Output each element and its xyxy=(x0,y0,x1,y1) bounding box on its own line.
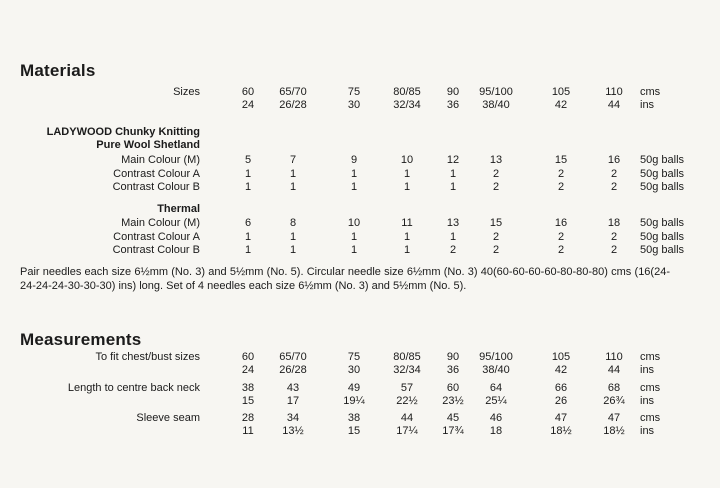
materials-heading: Materials xyxy=(20,61,96,80)
yarn1-value-cell: 7 xyxy=(289,154,297,166)
yarn1-value-cell: 1 xyxy=(449,167,457,180)
yarn1-value-cell: 13 xyxy=(489,154,503,166)
measurement-cms-cell: 110 xyxy=(605,351,623,363)
yarn2-value-cell: 1 xyxy=(449,230,457,243)
yarn1-value-cell: 16 xyxy=(607,154,621,166)
measurement-cms-cell: 60 xyxy=(446,382,460,394)
yarn1-value-cell: 5 xyxy=(244,154,252,166)
measurement-cms-cell: 90 xyxy=(446,351,460,363)
measurement-unit-cms: cms xyxy=(640,412,661,424)
size-ins-cell: 24 xyxy=(241,99,255,111)
size-ins-cell: 36 xyxy=(446,99,460,111)
measurement-ins-cell: 19¼ xyxy=(343,395,365,407)
size-ins-cell: 44 xyxy=(607,99,621,111)
measurement-cms-cell: 65/70 xyxy=(279,351,307,363)
measurement-label: Length to centre back neck xyxy=(67,382,200,394)
size-cms-cell: 90 xyxy=(446,86,460,98)
measurement-ins-cell: 11 xyxy=(242,425,254,437)
measurement-ins-cell: 26¾ xyxy=(603,395,625,407)
yarn1-unit: 50g balls xyxy=(640,154,685,166)
yarn2-value-cell: 2 xyxy=(492,230,500,243)
measurement-ins-cell: 13½ xyxy=(282,425,304,437)
measurement-cms-cell: 95/100 xyxy=(479,351,513,363)
measurement-cms-cell: 44 xyxy=(400,412,414,424)
yarn2-row-label: Contrast Colour A xyxy=(113,230,200,243)
measurement-unit-ins: ins xyxy=(640,395,655,407)
yarn1-value-cell: 12 xyxy=(446,154,460,166)
yarn2-value-cell: 2 xyxy=(557,230,565,243)
measurement-cms-cell: 60 xyxy=(241,351,255,363)
measurement-ins-cell: 23½ xyxy=(442,395,464,407)
yarn2-value-cell: 1 xyxy=(244,230,252,243)
size-ins-cell: 38/40 xyxy=(482,99,510,111)
measurement-ins-cell: 42 xyxy=(554,364,568,376)
measurement-cms-cell: 47 xyxy=(607,412,621,424)
measurement-ins-cell: 17 xyxy=(286,395,300,407)
yarn1-value-cell: 1 xyxy=(403,167,411,180)
yarn1-row-label: Main Colour (M) xyxy=(121,154,200,166)
yarn1-value-cell: 2 xyxy=(557,167,565,180)
measurement-cms-cell: 34 xyxy=(286,412,300,424)
measurement-ins-cell: 15 xyxy=(241,395,255,407)
yarn1-value-cell: 10 xyxy=(400,154,414,166)
measurement-ins-cell: 32/34 xyxy=(393,364,421,376)
size-cms-cell: 80/85 xyxy=(393,86,421,98)
measurement-ins-cell: 24 xyxy=(241,364,255,376)
yarn1-value-cell: 1 xyxy=(244,181,252,193)
measurement-ins-cell: 18½ xyxy=(603,425,625,437)
measurement-unit-ins: ins xyxy=(640,364,655,376)
measurement-ins-cell: 36 xyxy=(446,364,460,376)
yarn2-row-label: Main Colour (M) xyxy=(121,217,200,229)
measurement-cms-cell: 49 xyxy=(347,382,361,394)
yarn2-value-cell: 1 xyxy=(244,244,252,256)
yarn1-value-cell: 9 xyxy=(350,154,358,166)
measurement-unit-ins: ins xyxy=(640,425,655,437)
yarn2-unit: 50g balls xyxy=(640,244,685,256)
yarn1-value-cell: 2 xyxy=(610,181,618,193)
measurement-cms-cell: 38 xyxy=(347,412,361,424)
yarn2-value-cell: 15 xyxy=(489,217,503,229)
measurement-unit-cms: cms xyxy=(640,382,661,394)
yarn1-value-cell: 2 xyxy=(610,167,618,180)
yarn2-value-cell: 1 xyxy=(289,244,297,256)
yarn2-value-cell: 18 xyxy=(607,217,621,229)
yarn1-value-cell: 1 xyxy=(350,181,358,193)
yarn1-value-cell: 1 xyxy=(403,181,411,193)
measurement-cms-cell: 68 xyxy=(607,382,621,394)
yarn2-value-cell: 10 xyxy=(347,217,361,229)
unit-cms: cms xyxy=(640,86,661,98)
yarn1-value-cell: 1 xyxy=(244,167,252,180)
yarn2-value-cell: 6 xyxy=(244,217,252,229)
yarn1-title-line1: LADYWOOD Chunky Knitting xyxy=(46,126,200,138)
measurements-heading: Measurements xyxy=(20,330,142,349)
measurement-ins-cell: 44 xyxy=(607,364,621,376)
yarn2-value-cell: 2 xyxy=(449,244,457,256)
measurement-cms-cell: 43 xyxy=(286,382,300,394)
measurement-label: Sleeve seam xyxy=(136,412,200,424)
yarn2-unit: 50g balls xyxy=(640,230,685,243)
yarn2-value-cell: 13 xyxy=(446,217,460,229)
yarn1-row-label: Contrast Colour B xyxy=(112,181,200,193)
measurement-cms-cell: 66 xyxy=(554,382,568,394)
unit-ins: ins xyxy=(640,99,655,111)
measurement-cms-cell: 28 xyxy=(241,412,255,424)
size-ins-cell: 32/34 xyxy=(393,99,421,111)
measurement-ins-cell: 30 xyxy=(347,364,361,376)
measurement-ins-cell: 17¼ xyxy=(396,425,418,437)
size-cms-cell: 65/70 xyxy=(279,86,307,98)
yarn1-unit: 50g balls xyxy=(640,181,685,193)
measurement-ins-cell: 18 xyxy=(489,425,503,437)
yarn2-value-cell: 1 xyxy=(289,230,297,243)
yarn1-row-label: Contrast Colour A xyxy=(113,167,200,180)
size-cms-cell: 75 xyxy=(347,86,361,98)
measurement-cms-cell: 45 xyxy=(446,412,460,424)
measurement-label: To fit chest/bust sizes xyxy=(95,351,200,363)
yarn2-value-cell: 2 xyxy=(610,244,618,256)
yarn1-value-cell: 2 xyxy=(557,181,565,193)
measurement-cms-cell: 47 xyxy=(554,412,568,424)
yarn1-value-cell: 2 xyxy=(492,167,500,180)
yarn2-value-cell: 1 xyxy=(403,230,411,243)
yarn2-value-cell: 2 xyxy=(610,230,618,243)
yarn2-value-cell: 1 xyxy=(350,230,358,243)
yarn1-value-cell: 1 xyxy=(289,181,297,193)
sizes-label: Sizes xyxy=(173,86,200,98)
yarn2-value-cell: 16 xyxy=(554,217,568,229)
measurement-ins-cell: 38/40 xyxy=(482,364,510,376)
yarn2-value-cell: 1 xyxy=(403,244,411,256)
size-cms-cell: 95/100 xyxy=(479,86,513,98)
yarn2-value-cell: 8 xyxy=(289,217,297,229)
measurement-ins-cell: 26/28 xyxy=(279,364,307,376)
measurement-cms-cell: 75 xyxy=(347,351,361,363)
size-ins-cell: 26/28 xyxy=(279,99,307,111)
size-cms-cell: 110 xyxy=(605,86,623,98)
yarn1-value-cell: 2 xyxy=(492,181,500,193)
measurement-cms-cell: 46 xyxy=(489,412,503,424)
yarn2-row-label: Contrast Colour B xyxy=(112,244,200,256)
measurement-ins-cell: 22½ xyxy=(396,395,418,407)
measurement-cms-cell: 64 xyxy=(489,382,503,394)
yarn2-value-cell: 2 xyxy=(492,244,500,256)
size-cms-cell: 60 xyxy=(241,86,255,98)
yarn1-value-cell: 1 xyxy=(449,181,457,193)
yarn2-value-cell: 11 xyxy=(401,217,413,229)
yarn2-value-cell: 1 xyxy=(350,244,358,256)
measurement-ins-cell: 26 xyxy=(554,395,568,407)
size-cms-cell: 105 xyxy=(551,86,571,98)
size-ins-cell: 42 xyxy=(554,99,568,111)
yarn1-value-cell: 15 xyxy=(554,154,568,166)
yarn1-unit: 50g balls xyxy=(640,167,685,180)
measurement-ins-cell: 18½ xyxy=(550,425,572,437)
yarn2-value-cell: 2 xyxy=(557,244,565,256)
measurement-ins-cell: 25¼ xyxy=(485,395,507,407)
size-ins-cell: 30 xyxy=(347,99,361,111)
yarn2-unit: 50g balls xyxy=(640,217,685,229)
measurement-ins-cell: 17¾ xyxy=(442,425,464,437)
measurement-ins-cell: 15 xyxy=(347,425,361,437)
measurement-cms-cell: 80/85 xyxy=(393,351,421,363)
measurement-unit-cms: cms xyxy=(640,351,661,363)
needles-paragraph: Pair needles each size 6½mm (No. 3) and 5½mm (No. 5). Circular needle size 6½mm (No. 3) 40(60-60-60-60-80-80-80) cms (16(24-24-24-24-30-30-30) ins) long. Set of 4 needles each size 6½mm (No. 3) and 5½mm (No. 5). xyxy=(20,266,670,292)
measurement-cms-cell: 105 xyxy=(551,351,571,363)
measurement-cms-cell: 57 xyxy=(400,382,414,394)
yarn1-value-cell: 1 xyxy=(289,167,297,180)
yarn2-title: Thermal xyxy=(157,203,200,215)
measurement-cms-cell: 38 xyxy=(241,382,255,394)
yarn1-value-cell: 1 xyxy=(350,167,358,180)
yarn1-title-line2: Pure Wool Shetland xyxy=(96,139,200,151)
